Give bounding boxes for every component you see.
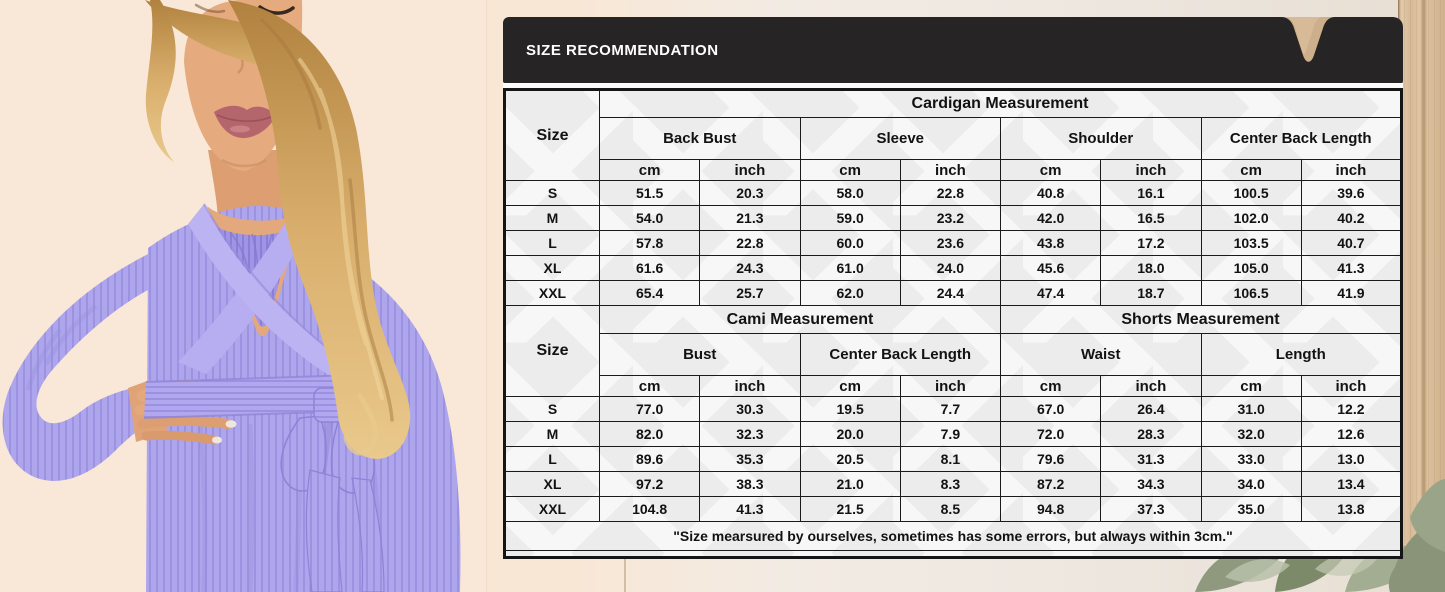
photo-edge-line [486, 0, 487, 592]
measurement-cell: 105.0 [1201, 256, 1301, 281]
measurement-cell: 97.2 [600, 472, 700, 497]
measurement-cell: 8.3 [900, 472, 1000, 497]
measurement-cell: 41.9 [1301, 281, 1401, 306]
unit-inch-header: inch [1101, 376, 1201, 397]
cami-measurement-title: Cami Measurement [600, 306, 1001, 334]
measurement-cell: 82.0 [600, 422, 700, 447]
measurement-cell: 17.2 [1101, 231, 1201, 256]
measurement-cell: 77.0 [600, 397, 700, 422]
unit-inch-header: inch [900, 376, 1000, 397]
size-cell: XL [505, 472, 600, 497]
shorts-measurement-title: Shorts Measurement [1001, 306, 1402, 334]
unit-cm-header: cm [800, 376, 900, 397]
unit-inch-header: inch [1301, 376, 1401, 397]
unit-cm-header: cm [800, 160, 900, 181]
size-recommendation-header [503, 17, 1403, 83]
measurement-cell: 87.2 [1001, 472, 1101, 497]
measurement-cell: 31.3 [1101, 447, 1201, 472]
measurement-cell: 24.4 [900, 281, 1000, 306]
measurement-cell: 24.3 [700, 256, 800, 281]
measurement-cell: 40.2 [1301, 206, 1401, 231]
cardigan-section-head [505, 90, 1402, 181]
measurement-cell: 26.4 [1101, 397, 1201, 422]
measurement-cell: 42.0 [1001, 206, 1101, 231]
measurement-cell: 8.5 [900, 497, 1000, 522]
measurement-cell: 47.4 [1001, 281, 1101, 306]
table-row [505, 497, 1402, 522]
measurement-cell: 60.0 [800, 231, 900, 256]
measurement-cell: 18.7 [1101, 281, 1201, 306]
measurement-cell: 20.3 [700, 181, 800, 206]
measurement-cell: 12.6 [1301, 422, 1401, 447]
measurement-cell: 30.3 [700, 397, 800, 422]
measurement-cell: 13.8 [1301, 497, 1401, 522]
header-notch-decoration [1281, 17, 1335, 67]
measurement-cell: 32.3 [700, 422, 800, 447]
size-cell: S [505, 181, 600, 206]
table-row [505, 447, 1402, 472]
footnote: "Size mearsured by ourselves, sometimes has some errors, but always within 3cm." [505, 522, 1402, 551]
measurement-cell: 104.8 [600, 497, 700, 522]
measurement-cell: 37.3 [1101, 497, 1201, 522]
measurement-cell: 22.8 [900, 181, 1000, 206]
measurement-cell: 43.8 [1001, 231, 1101, 256]
measurement-cell: 20.0 [800, 422, 900, 447]
unit-inch-header: inch [700, 160, 800, 181]
measurement-cell: 8.1 [900, 447, 1000, 472]
measurement-cell: 33.0 [1201, 447, 1301, 472]
unit-cm-header: cm [1201, 376, 1301, 397]
measurement-cell: 35.3 [700, 447, 800, 472]
size-cell: XL [505, 256, 600, 281]
measurement-cell: 35.0 [1201, 497, 1301, 522]
measurement-cell: 16.1 [1101, 181, 1201, 206]
measurement-cell: 25.7 [700, 281, 800, 306]
measurement-cell: 58.0 [800, 181, 900, 206]
measurement-cell: 51.5 [600, 181, 700, 206]
measurement-cell: 34.3 [1101, 472, 1201, 497]
size-cell: L [505, 447, 600, 472]
table-row [505, 256, 1402, 281]
measurement-cell: 106.5 [1201, 281, 1301, 306]
unit-inch-header: inch [1101, 160, 1201, 181]
measurement-cell: 20.5 [800, 447, 900, 472]
measurement-cell: 16.5 [1101, 206, 1201, 231]
measurement-cell: 89.6 [600, 447, 700, 472]
measurement-cell: 54.0 [600, 206, 700, 231]
size-table-wrap [503, 88, 1403, 559]
measurement-cell: 41.3 [1301, 256, 1401, 281]
unit-cm-header: cm [600, 160, 700, 181]
sleeve-header: Sleeve [800, 118, 1001, 160]
measurement-cell: 41.3 [700, 497, 800, 522]
measurement-cell: 21.5 [800, 497, 900, 522]
size-cell: M [505, 422, 600, 447]
table-row [505, 181, 1402, 206]
size-column-header: Size [505, 90, 600, 181]
size-cell: S [505, 397, 600, 422]
bust-header: Bust [600, 334, 801, 376]
measurement-cell: 79.6 [1001, 447, 1101, 472]
unit-inch-header: inch [900, 160, 1000, 181]
size-column-header: Size [505, 306, 600, 397]
measurement-cell: 21.0 [800, 472, 900, 497]
measurement-cell: 12.2 [1301, 397, 1401, 422]
cardigan-rows [505, 181, 1402, 306]
measurement-cell: 23.6 [900, 231, 1000, 256]
size-recommendation-title: SIZE RECOMMENDATION [526, 41, 719, 59]
measurement-cell: 57.8 [600, 231, 700, 256]
bottom-spacer [505, 551, 1402, 558]
center-back-length-header: Center Back Length [800, 334, 1001, 376]
cami-shorts-section-head [505, 306, 1402, 397]
back-bust-header: Back Bust [600, 118, 801, 160]
measurement-cell: 67.0 [1001, 397, 1101, 422]
unit-inch-header: inch [700, 376, 800, 397]
measurement-cell: 40.7 [1301, 231, 1401, 256]
measurement-cell: 72.0 [1001, 422, 1101, 447]
measurement-cell: 32.0 [1201, 422, 1301, 447]
model-photo [0, 0, 486, 592]
table-row [505, 472, 1402, 497]
size-table [503, 88, 1403, 559]
measurement-cell: 61.0 [800, 256, 900, 281]
measurement-cell: 59.0 [800, 206, 900, 231]
shoulder-header: Shoulder [1001, 118, 1202, 160]
measurement-cell: 13.0 [1301, 447, 1401, 472]
measurement-cell: 34.0 [1201, 472, 1301, 497]
table-row [505, 206, 1402, 231]
size-cell: M [505, 206, 600, 231]
table-row [505, 422, 1402, 447]
measurement-cell: 24.0 [900, 256, 1000, 281]
table-row [505, 397, 1402, 422]
unit-inch-header: inch [1301, 160, 1401, 181]
table-row [505, 231, 1402, 256]
measurement-cell: 18.0 [1101, 256, 1201, 281]
waist-header: Waist [1001, 334, 1202, 376]
unit-cm-header: cm [600, 376, 700, 397]
measurement-cell: 19.5 [800, 397, 900, 422]
size-cell: L [505, 231, 600, 256]
measurement-cell: 22.8 [700, 231, 800, 256]
measurement-cell: 39.6 [1301, 181, 1401, 206]
measurement-cell: 103.5 [1201, 231, 1301, 256]
unit-cm-header: cm [1201, 160, 1301, 181]
cardigan-measurement-title: Cardigan Measurement [600, 90, 1402, 118]
unit-cm-header: cm [1001, 376, 1101, 397]
measurement-cell: 23.2 [900, 206, 1000, 231]
measurement-cell: 102.0 [1201, 206, 1301, 231]
measurement-cell: 38.3 [700, 472, 800, 497]
cami-shorts-rows [505, 397, 1402, 522]
measurement-cell: 62.0 [800, 281, 900, 306]
measurement-cell: 31.0 [1201, 397, 1301, 422]
size-cell: XXL [505, 281, 600, 306]
measurement-cell: 65.4 [600, 281, 700, 306]
measurement-cell: 7.9 [900, 422, 1000, 447]
unit-cm-header: cm [1001, 160, 1101, 181]
measurement-cell: 94.8 [1001, 497, 1101, 522]
size-cell: XXL [505, 497, 600, 522]
measurement-cell: 21.3 [700, 206, 800, 231]
table-row [505, 281, 1402, 306]
length-header: Length [1201, 334, 1402, 376]
measurement-cell: 40.8 [1001, 181, 1101, 206]
measurement-cell: 61.6 [600, 256, 700, 281]
measurement-cell: 7.7 [900, 397, 1000, 422]
measurement-cell: 100.5 [1201, 181, 1301, 206]
size-chart-panel [503, 17, 1403, 559]
table-footer [505, 522, 1402, 558]
measurement-cell: 28.3 [1101, 422, 1201, 447]
measurement-cell: 45.6 [1001, 256, 1101, 281]
center-back-length-header: Center Back Length [1201, 118, 1402, 160]
measurement-cell: 13.4 [1301, 472, 1401, 497]
